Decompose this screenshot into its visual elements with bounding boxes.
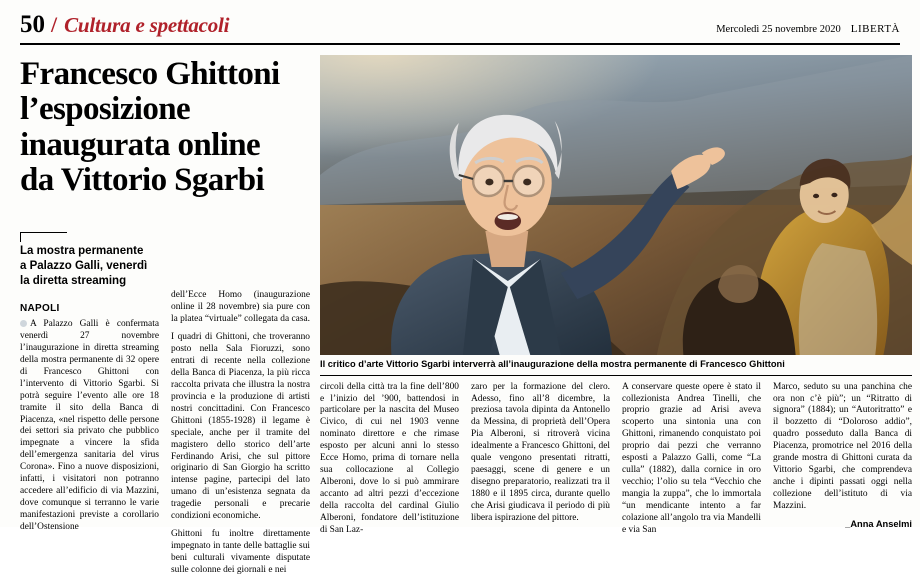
paragraph: circoli della città tra la fine dell’800 e l’inizio del ’900, battendosi in particolare per la nascita del Museo Civico, di cui nel 1903 venne nominato direttore e che rimase esposto per alcuni anni lo stesso Ecce Homo, prima di tornare nella sua collocazione al Collegio Alberoni, dove lo si può ammirare accanto ad altri pezzi d’eccezione della raccolta del cardinal Giulio Alberoni, fondatore dell’istituzione di San Laz- (320, 381, 459, 535)
masthead (20, 0, 900, 43)
bracket-decoration (20, 232, 67, 242)
publication-brand: LIBERTÀ (850, 23, 900, 35)
paragraph: Ghittoni fu inoltre direttamente impegnato in tante delle battaglie sui beni culturali vivamente disputate sulle colonne dei giornali e nei (171, 529, 310, 575)
article-subhead (20, 244, 310, 288)
paragraph: Marco, seduto su una panchina che ora non c’è più”; un “Ritratto di signora” (1884); un “Autoritratto” e il bozzetto di “Doloroso addio”, quadro posseduto dalla Banca di Piacenza, promotrice nel 2016 della grande mostra di Ghittoni curata da Vittorio Sgarbi, che comprendeva anche i dipinti passati oggi nella collezione dell’istituto di via Mazzini. (773, 381, 912, 511)
article-body (20, 55, 912, 583)
paragraph: dell’Ecce Homo (inaugurazione online il 28 novembre) sia pure con la platea “virtuale” collegata da casa. (171, 290, 310, 325)
bullet-icon (20, 320, 27, 327)
text-column-4 (471, 382, 610, 543)
masthead-slash: / (51, 12, 58, 37)
text-column-6 (773, 382, 912, 543)
text-column-1 (20, 290, 159, 583)
article-byline: _Anna Anselmi (845, 518, 912, 529)
article-photo-wrapper (320, 55, 912, 376)
subhead-line-1: La mostra permanente (20, 245, 144, 258)
left-text-columns (20, 290, 310, 583)
headline-line-1: Francesco Ghittoni (20, 56, 280, 92)
right-text-columns (320, 382, 912, 543)
photo-caption: Il critico d’arte Vittorio Sgarbi interverrà all’inaugurazione della mostra permanente di Francesco Ghittoni (320, 355, 912, 376)
text-column-3 (320, 382, 459, 543)
masthead-right (716, 23, 900, 35)
page-number: 50 (20, 11, 45, 38)
paragraph-text: A Palazzo Galli è confermata venerdì 27 novembre l’inaugurazione in diretta streaming della mostra permanente di 32 opere di Francesco Ghittoni con l’intervento di Vittorio Sgarbi. Si potrà seguire l’evento alle ore 18 tramite il sito della Banca di Piacenza, «nel rispetto delle persone dei settori sia privato che pubblico impegnate a vincere la sfida dell’emergenza sanitaria del virus Corona». Fino a nuove disposizioni, infatti, i visitatori non potranno accedere all’edificio di via Mazzini, dove comunque si terranno le varie manifestazioni previste a corollario dell’Ostensione (20, 319, 159, 532)
photo-illustration (320, 55, 912, 355)
subhead-bracket (20, 224, 310, 242)
subhead-line-3: la diretta streaming (20, 274, 127, 287)
paragraph: zaro per la formazione del clero. Adesso, fino all’8 dicembre, la preziosa tavola dipinta da Antonello da Messina, di proprietà dell’Opera Pia Alberoni, si ritroverà vicina idealmente a Francesco Ghittoni, del quale vengono presentati ritratti, paesaggi, scene di genere e un disegno preparatorio, realizzati tra il 1880 e il 1895 circa, durante quello che Arisi giudicava il periodo di più libera ispirazione del pittore. (471, 381, 610, 523)
text-column-2 (171, 290, 310, 583)
right-column (320, 55, 912, 583)
paragraph (20, 319, 159, 534)
paragraph: I quadri di Ghittoni, che troveranno posto nella Sala Fioruzzi, sono entrati di recente nella collezione della Banca di Piacenza, la più ricca raccolta privata che illustra la nostra provincia e la produzione di artisti nostri concittadini. Con Francesco Ghittoni (1855-1928) il legame è speciale, anche per il tramite del magistero dello storico dell’arte Ferdinando Arisi, che sul pittore originario di San Giorgio ha scritto intense pagine, partecipi del lato umano di un’esistenza segnata da tragedie personali e precarie condizioni economiche. (171, 332, 310, 522)
headline-line-4: da Vittorio Sgarbi (20, 161, 265, 198)
page-title (20, 57, 310, 198)
headline-line-2: l’esposizione (20, 91, 191, 128)
masthead-rule (20, 43, 900, 45)
article-photo (320, 55, 912, 355)
publication-date: Mercoledì 25 novembre 2020 (716, 24, 841, 35)
text-column-5 (622, 382, 761, 543)
dateline: NAPOLI (20, 303, 60, 315)
paragraph: A conservare queste opere è stato il collezionista Andrea Tinelli, che proprio grazie ad Arisi aveva scoperto una sintonia una con Ghittoni, rimanendo conquistato poi proprio dai pezzi che verranno esposti a Palazzo Galli, come “La culla” (1882), dalla cornice in oro vecchio; l’olio su tela “Vecchio che mangia la zuppa”, che lo immortala “un mendicante intento a far colazione all’angolo tra via Mandelli e via San (622, 381, 761, 535)
headline-line-3: inaugurata online (20, 126, 261, 163)
subhead-line-2: a Palazzo Galli, venerdì (20, 259, 148, 272)
section-title: Cultura e spettacoli (64, 13, 230, 37)
left-column (20, 55, 310, 583)
